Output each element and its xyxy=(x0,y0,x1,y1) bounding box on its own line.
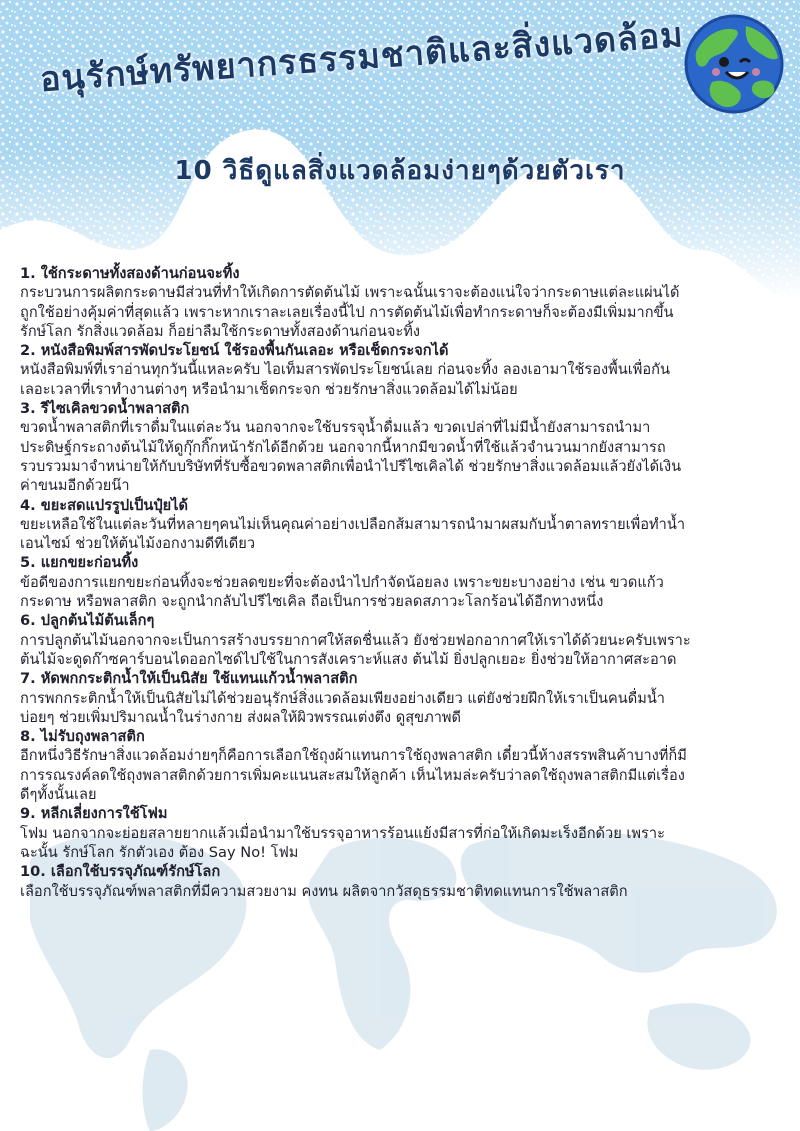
page-title: อนุรักษ์ทรัพยากรธรรมชาติและสิ่งแวดล้อม xyxy=(38,15,685,100)
tip-item xyxy=(20,804,785,862)
tip-text-line: รวบรวมมาจำหน่ายให้กับบริษัทที่รับซื้อขวดพลาสติกเพื่อนำไปรีไซเคิลได้ ช่วยรักษาสิ่งแวดล้อมแล้วยังได้เงิน xyxy=(20,457,682,475)
tip-text-line: ถูกใช้อย่างคุ้มค่าที่สุดแล้ว เพราะหากเราละเลยเรื่องนี้ไป การตัดต้นไม้เพื่อทำกระดาษก็จะต้องมีเพิ่มมากขึ้น xyxy=(20,303,674,321)
tip-text-line: เลือกใช้บรรจุภัณฑ์พลาสติกที่มีความสวยงาม คงทน ผลิตจากวัสดุธรรมชาติทดแทนการใช้พลาสติก xyxy=(20,882,628,900)
tip-text-line: ดีๆทั้งนั้นเลย xyxy=(20,786,97,804)
tip-text-line: ขยะเหลือใช้ในแต่ละวันที่หลายๆคนไม่เห็นคุณค่าอย่างเปลือกส้มสามารถนำมาผสมกับน้ำตาลทรายเพื่อทำน้ำ xyxy=(20,515,686,533)
tip-text-line: บ่อยๆ ช่วยเพิ่มปริมาณน้ำในร่างกาย ส่งผลให้ผิวพรรณเต่งตึง ดูสุขภาพดี xyxy=(20,708,462,726)
tip-item xyxy=(20,862,785,901)
tip-item xyxy=(20,553,785,611)
tip-text-line: เลอะเวลาที่เราทำงานต่างๆ หรือนำมาเช็ดกระจก ช่วยรักษาสิ่งแวดล้อมได้ไม่น้อย xyxy=(20,380,518,398)
tip-item xyxy=(20,727,785,804)
tip-text-line: กระดาษ หรือพลาสติก จะถูกนำกลับไปรีไซเคิล ถือเป็นการช่วยลดสภาวะโลกร้อนได้อีกทางหนึ่ง xyxy=(20,593,604,611)
tip-heading: 7. หัดพกกระติกน้ำให้เป็นนิสัย ใช้แทนแก้วน้ำพลาสติก xyxy=(20,670,358,688)
tip-item xyxy=(20,399,785,495)
tip-heading: 4. ขยะสดแปรรูปเป็นปุ๋ยได้ xyxy=(20,496,188,514)
tip-heading: 1. ใช้กระดาษทั้งสองด้านก่อนจะทิ้ง xyxy=(20,265,240,282)
tip-heading: 8. ไม่รับถุงพลาสติก xyxy=(20,728,145,746)
tip-text-line: ขวดน้ำพลาสติกที่เราดื่มในแต่ละวัน นอกจากจะใช้บรรจุน้ำดื่มแล้ว ขวดเปล่าที่ไม่มีน้ำยังสามารถนำมา xyxy=(20,419,651,437)
tip-text-line: ข้อดีของการแยกขยะก่อนทิ้งจะช่วยลดขยะที่จะต้องนำไปกำจัดน้อยลง เพราะขยะบางอย่าง เช่น ขวดแก้ว xyxy=(20,573,664,591)
tip-text-line: กระบวนการผลิตกระดาษมีส่วนที่ทำให้เกิดการตัดต้นไม้ เพราะฉนั้นเราจะต้องแน่ใจว่ากระดาษแต่ละแผ่นได้ xyxy=(20,284,680,302)
tip-item xyxy=(20,264,785,341)
tip-text-line: ประดิษฐ์กระถางต้นไม้ให้ดูกุ๊กกิ๊กหน้ารักได้อีกด้วย นอกจากนี้หากมีขวดน้ำที่ใช้แล้วจำนวนมากยังสามารถ xyxy=(20,438,666,456)
tips-list xyxy=(20,264,785,901)
tip-text-line: ต้นไม้จะดูดก๊าซคาร์บอนไดออกไซด์ไปใช้ในการสังเคราะห์แสง ต้นไม้ ยิ่งปลูกเยอะ ยิ่งช่วยให้อากาศสะอาด xyxy=(20,650,677,668)
tip-text-line: อีกหนึ่งวิธีรักษาสิ่งแวดล้อมง่ายๆก็คือการเลือกใช้ถุงผ้าแทนการใช้ถุงพลาสติก เดี๋ยวนี้ห้างสรรพสินค้าบางที่ก็มี xyxy=(20,747,687,765)
tip-text-line: เอนไซม์ ช่วยให้ต้นไม้งอกงามดีทีเดียว xyxy=(20,535,256,553)
tip-item xyxy=(20,496,785,554)
tip-text-line: การปลูกต้นไม้นอกจากจะเป็นการสร้างบรรยากาศให้สดชื่นแล้ว ยังช่วยฟอกอากาศให้เราได้ด้วยนะครับเพราะ xyxy=(20,631,691,649)
tip-item xyxy=(20,341,785,399)
tip-heading: 6. ปลูกต้นไม้ต้นเล็กๆ xyxy=(20,612,155,630)
tip-text-line: การรณรงค์ลดใช้ถุงพลาสติกด้วยการเพิ่มคะแนนสะสมให้ลูกค้า เห็นไหมล่ะครับว่าลดใช้ถุงพลาสติกมีแต่เรื่อง xyxy=(20,766,685,784)
tip-heading: 10. เลือกใช้บรรจุภัณฑ์รักษ์โลก xyxy=(20,863,221,881)
tip-text-line: ฉะนั้น รักษ์โลก รักตัวเอง ต้อง Say No! โฟม xyxy=(20,843,299,861)
tip-item xyxy=(20,669,785,727)
tip-text-line: ค่าขนมอีกด้วยน๊า xyxy=(20,477,130,495)
tip-heading: 3. รีไซเคิลขวดน้ำพลาสติก xyxy=(20,400,190,418)
tip-heading: 9. หลีกเลี่ยงการใช้โฟม xyxy=(20,805,168,823)
page-subtitle: 10 วิธีดูแลสิ่งแวดล้อมง่ายๆด้วยตัวเรา xyxy=(174,156,626,186)
tip-heading: 5. แยกขยะก่อนทิ้ง xyxy=(20,554,139,572)
tip-item xyxy=(20,611,785,669)
tip-text-line: หนังสือพิมพ์ที่เราอ่านทุกวันนี้แหละครับ ไอเท็มสารพัดประโยชน์เลย ก่อนจะทิ้ง ลองเอามาใช้รองพื้นเพื่อกัน xyxy=(20,361,670,379)
tip-heading: 2. หนังสือพิมพ์สารพัดประโยชน์ ใช้รองพื้นกันเลอะ หรือเช็ดกระจกได้ xyxy=(20,342,449,360)
tip-text-line: การพกกระติกน้ำให้เป็นนิสัยไม่ได้ช่วยอนุรักษ์สิ่งแวดล้อมเพียงอย่างเดียว แต่ยังช่วยฝึกให้เราเป็นคนดื่มน้ำ xyxy=(20,689,666,707)
tip-text-line: โฟม นอกจากจะย่อยสลายยากแล้วเมื่อนำมาใช้บรรจุอาหารร้อนแย้งมีสารที่ก่อให้เกิดมะเร็งอีกด้วย เพราะ xyxy=(20,824,665,842)
tip-text-line: รักษ์โลก รักสิ่งแวดล้อม ก็อย่าลืมใช้กระดาษทั้งสองด้านก่อนจะทิ้ง xyxy=(20,322,420,340)
